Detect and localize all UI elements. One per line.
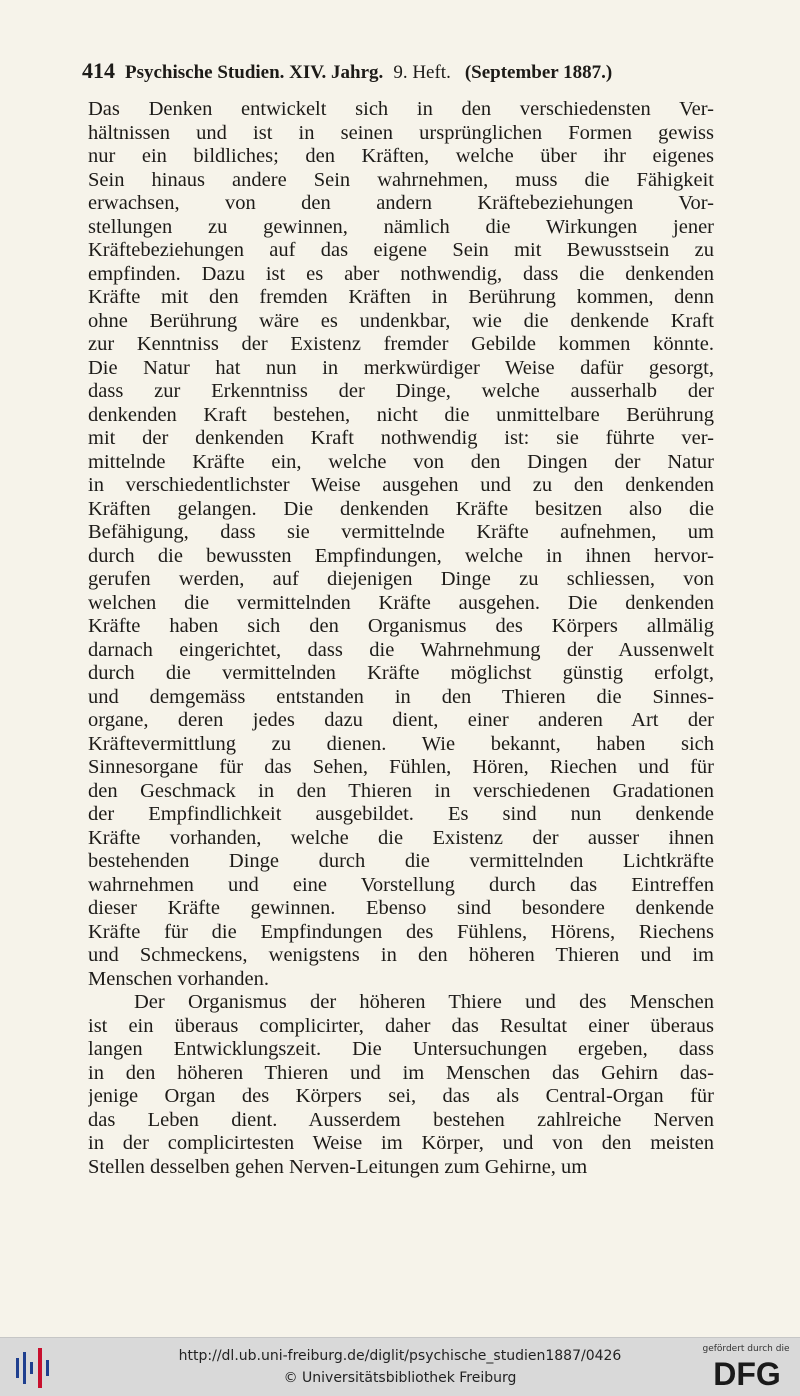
text-line: Befähigung, dass sie vermittelnde Kräfte aufnehmen, um <box>88 521 714 543</box>
dfg-logo-icon <box>702 1356 792 1390</box>
text-line: durch die vermittelnden Kräfte möglichst günstig erfolgt, <box>88 662 714 684</box>
text-line: welchen die vermittelnden Kräfte ausgehen. Die denkenden <box>88 591 714 614</box>
text-line: Kräfte haben sich den Organismus des Körpers allmälig <box>88 615 714 637</box>
text-line: empfinden. Dazu ist es aber nothwendig, dass die denkenden <box>88 262 714 285</box>
running-title: Psychische Studien. XIV. Jahrg. <box>125 62 384 83</box>
text-line: gerufen werden, auf diejenigen Dinge zu schliessen, von <box>88 568 714 590</box>
text-line: Kräften gelangen. Die denkenden Kräfte besitzen also die <box>88 497 714 520</box>
page-url-link[interactable]: http://dl.ub.uni-freiburg.de/diglit/psychische_studien1887/0426 <box>178 1348 622 1364</box>
text-line: organe, deren jedes dazu dient, einer anderen Art der <box>88 709 714 731</box>
text-line: mit der denkenden Kraft nothwendig ist: sie führte ver- <box>88 427 714 449</box>
page-number: 414 <box>82 58 115 83</box>
text-line: der Empfindlichkeit ausgebildet. Es sind nun denkende <box>88 803 714 825</box>
copyright-notice: © Universitätsbibliothek Freiburg <box>283 1370 517 1386</box>
body-text <box>88 98 714 1179</box>
text-line: denkenden Kraft bestehen, nicht die unmittelbare Berührung <box>88 403 714 426</box>
funder-note: gefördert durch die <box>702 1344 790 1354</box>
viewer-footer <box>0 1337 800 1396</box>
text-line: nur ein bildliches; den Kräften, welche über ihr eigenes <box>88 145 714 167</box>
text-line: Menschen vorhanden. <box>88 967 270 990</box>
text-line: mittelnde Kräfte ein, welche von den Dingen der Natur <box>88 450 714 473</box>
text-line: ist ein überaus complicirter, daher das Resultat einer überaus <box>88 1014 714 1037</box>
text-line: in verschiedentlichster Weise ausgehen und zu den denkenden <box>88 474 714 496</box>
library-logo-icon <box>14 1348 56 1388</box>
text-line: Kräfte für die Empfindungen des Fühlens, Hörens, Riechens <box>88 920 714 943</box>
text-line: zur Kenntniss der Existenz fremder Gebilde kommen könnte. <box>88 333 714 355</box>
text-line: Kräfte vorhanden, welche die Existenz der ausser ihnen <box>88 826 714 849</box>
text-line: langen Entwicklungszeit. Die Untersuchungen ergeben, dass <box>88 1038 714 1060</box>
text-line: Stellen desselben gehen Nerven-Leitungen zum Gehirne, um <box>88 1155 588 1178</box>
text-line: Die Natur hat nun in merkwürdiger Weise dafür gesorgt, <box>88 356 714 379</box>
text-line: hältnissen und ist in seinen ursprünglichen Formen gewiss <box>88 121 714 144</box>
text-line: und Schmeckens, wenigstens in den höheren Thieren und im <box>88 944 714 966</box>
text-line: Kräftevermittlung zu dienen. Wie bekannt, haben sich <box>88 732 714 755</box>
text-line: Sein hinaus andere Sein wahrnehmen, muss die Fähigkeit <box>88 168 714 191</box>
text-line: das Leben dient. Ausserdem bestehen zahlreiche Nerven <box>88 1108 714 1131</box>
text-line: bestehenden Dinge durch die vermittelnden Lichtkräfte <box>88 850 714 872</box>
text-line: stellungen zu gewinnen, nämlich die Wirkungen jener <box>88 215 714 238</box>
text-line: erwachsen, von den andern Kräftebeziehungen Vor- <box>88 192 714 214</box>
text-line: dass zur Erkenntniss der Dinge, welche ausserhalb der <box>88 380 714 402</box>
text-line: jenige Organ des Körpers sei, das als Central-Organ für <box>88 1085 714 1107</box>
text-line: Kräftebeziehungen auf das eigene Sein mit Bewusstsein zu <box>88 239 714 261</box>
text-line: Der Organismus der höheren Thiere und des Menschen <box>134 991 714 1013</box>
issue-date: (September 1887.) <box>464 62 613 83</box>
svg-text:DFG: DFG <box>713 1356 781 1390</box>
page-header <box>82 58 702 84</box>
text-line: ohne Berührung wäre es undenkbar, wie die denkende Kraft <box>88 309 714 332</box>
text-line: den Geschmack in den Thieren in verschiedenen Gradationen <box>88 779 714 802</box>
text-line: wahrnehmen und eine Vorstellung durch das Eintreffen <box>88 873 714 896</box>
text-line: dieser Kräfte gewinnen. Ebenso sind besondere denkende <box>88 897 714 919</box>
text-line: Kräfte mit den fremden Kräften in Berührung kommen, denn <box>88 286 714 308</box>
text-line: Das Denken entwickelt sich in den verschiedensten Ver- <box>88 98 714 120</box>
text-line: in den höheren Thieren und im Menschen das Gehirn das- <box>88 1061 714 1084</box>
text-line: in der complicirtesten Weise im Körper, und von den meisten <box>88 1132 714 1154</box>
issue-number: 9. Heft. <box>393 62 451 83</box>
text-line: und demgemäss entstanden in den Thieren die Sinnes- <box>88 685 714 708</box>
text-line: Sinnesorgane für das Sehen, Fühlen, Hören, Riechen und für <box>88 756 714 778</box>
text-line: darnach eingerichtet, dass die Wahrnehmung der Aussenwelt <box>88 638 714 661</box>
text-line: durch die bewussten Empfindungen, welche in ihnen hervor- <box>88 544 714 567</box>
